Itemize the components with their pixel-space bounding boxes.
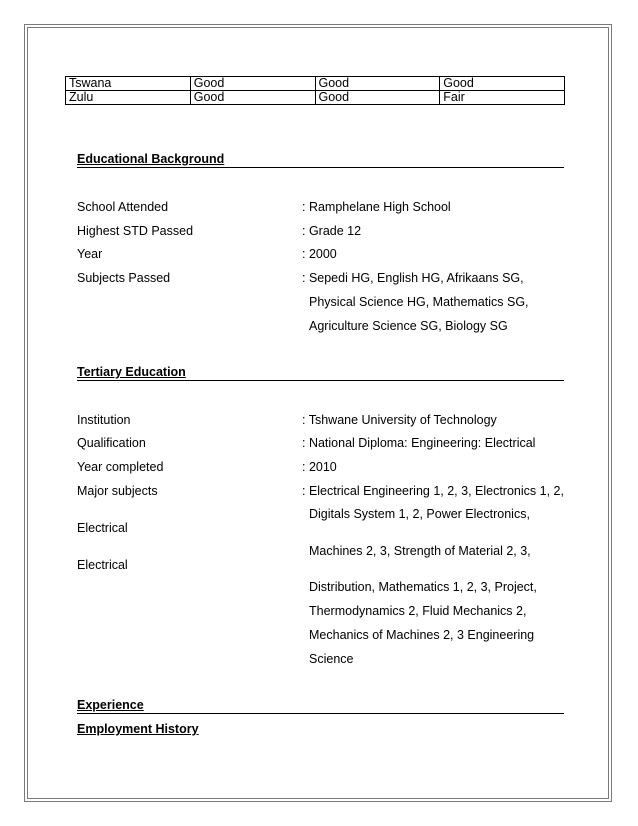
subjects-continuation: Distribution, Mathematics 1, 2, 3, Project, [309,580,537,594]
field-value: : Grade 12 [302,224,362,238]
field-label: Major subjects [77,484,158,498]
field-value: : 2000 [302,247,337,261]
read-cell: Good [190,77,315,91]
field-value: : 2010 [302,460,337,474]
subjects-continuation: Science [309,652,354,666]
field-value: : Ramphelane High School [302,200,451,214]
educational-background-heading [77,152,564,168]
field-value: : Tshwane University of Technology [302,413,497,427]
employment-history-subheading: Employment History [77,722,199,736]
field-label: School Attended [77,200,169,214]
table-row [66,91,565,105]
speak-cell: Fair [440,91,565,105]
subjects-continuation: Thermodynamics 2, Fluid Mechanics 2, [309,604,527,618]
field-label: Year completed [77,460,164,474]
subjects-continuation: Agriculture Science SG, Biology SG [309,319,508,333]
subjects-continuation: Mechanics of Machines 2, 3 Engineering [309,628,535,642]
table-row [66,77,565,91]
field-value: : Electrical Engineering 1, 2, 3, Electronics 1, 2, [302,484,564,498]
read-cell: Good [190,91,315,105]
field-label: Qualification [77,436,146,450]
field-label: Year [77,247,103,261]
field-label: Highest STD Passed [77,224,194,238]
language-cell: Zulu [66,91,191,105]
field-label: Subjects Passed [77,271,171,285]
languages-table [65,76,565,105]
subjects-continuation: Machines 2, 3, Strength of Material 2, 3, [309,544,531,558]
section-title: Educational Background [77,152,225,166]
subjects-continuation: Digitals System 1, 2, Power Electronics, [309,507,530,521]
write-cell: Good [315,91,440,105]
stray-label: Electrical [77,558,128,572]
field-value: : National Diploma: Engineering: Electrical [302,436,536,450]
experience-heading [77,698,564,714]
language-cell: Tswana [66,77,191,91]
stray-label: Electrical [77,521,128,535]
field-label: Institution [77,413,131,427]
write-cell: Good [315,77,440,91]
section-title: Experience [77,698,144,712]
subjects-continuation: Physical Science HG, Mathematics SG, [309,295,529,309]
section-title: Tertiary Education [77,365,186,379]
speak-cell: Good [440,77,565,91]
tertiary-education-heading [77,365,564,381]
field-value: : Sepedi HG, English HG, Afrikaans SG, [302,271,524,285]
